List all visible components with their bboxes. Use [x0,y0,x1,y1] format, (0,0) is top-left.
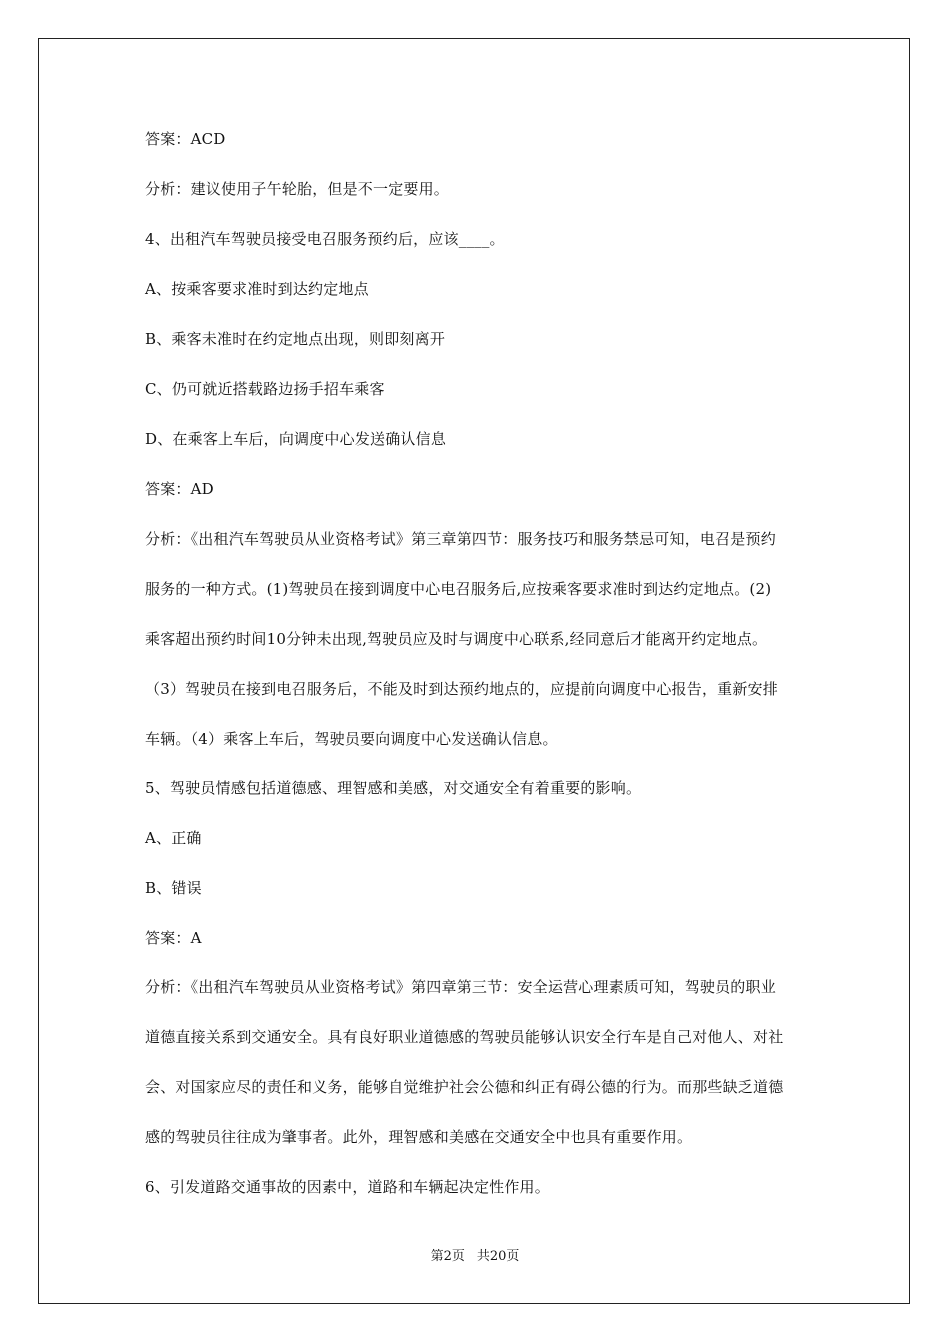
option-a: A、按乘客要求准时到达约定地点 [145,280,369,298]
analysis-line: 道德直接关系到交通安全。具有良好职业道德感的驾驶员能够认识安全行车是自己对他人、对社 [145,1028,784,1046]
question-4: 4、出租汽车驾驶员接受电召服务预约后，应该____。 [145,230,505,248]
page-total: 共20页 [476,1249,520,1264]
option-c: C、仍可就近搭载路边扬手招车乘客 [145,380,385,398]
page-border [38,38,910,1304]
analysis-line: 乘客超出预约时间10分钟未出现,驾驶员应及时与调度中心联系,经同意后才能离开约定地点。 [145,630,768,648]
analysis-line: 会、对国家应尽的责任和义务，能够自觉维护社会公德和纠正有碍公德的行为。而那些缺乏道德 [145,1078,784,1096]
analysis-line: 分析：《出租汽车驾驶员从业资格考试》第四章第三节：安全运营心理素质可知，驾驶员的职业 [145,978,776,996]
answer-line: 答案：ACD [145,130,226,148]
analysis-line: 分析：《出租汽车驾驶员从业资格考试》第三章第四节：服务技巧和服务禁忌可知，电召是预约 [145,530,776,548]
option-b: B、乘客未准时在约定地点出现，则即刻离开 [145,330,446,348]
analysis-line: 服务的一种方式。(1)驾驶员在接到调度中心电召服务后,应按乘客要求准时到达约定地点。(2) [145,580,772,598]
analysis-line: （3）驾驶员在接到电召服务后，不能及时到达预约地点的，应提前向调度中心报告，重新安排 [145,680,778,698]
answer-line: 答案：AD [145,480,214,498]
option-d: D、在乘客上车后，向调度中心发送确认信息 [145,430,447,448]
analysis-line: 感的驾驶员往往成为肇事者。此外，理智感和美感在交通安全中也具有重要作用。 [145,1128,693,1146]
question-5: 5、驾驶员情感包括道德感、理智感和美感，对交通安全有着重要的影响。 [145,779,642,797]
analysis-line: 车辆。（4）乘客上车后，驾驶员要向调度中心发送确认信息。 [145,730,558,748]
answer-line: 答案：A [145,929,202,947]
analysis-line: 分析：建议使用子午轮胎，但是不一定要用。 [145,180,450,198]
question-6: 6、引发道路交通事故的因素中，道路和车辆起决定性作用。 [145,1178,550,1196]
option-a: A、正确 [145,829,202,847]
page-footer [0,1248,950,1266]
option-b: B、错误 [145,879,202,897]
page-number: 第2页 [430,1249,465,1264]
